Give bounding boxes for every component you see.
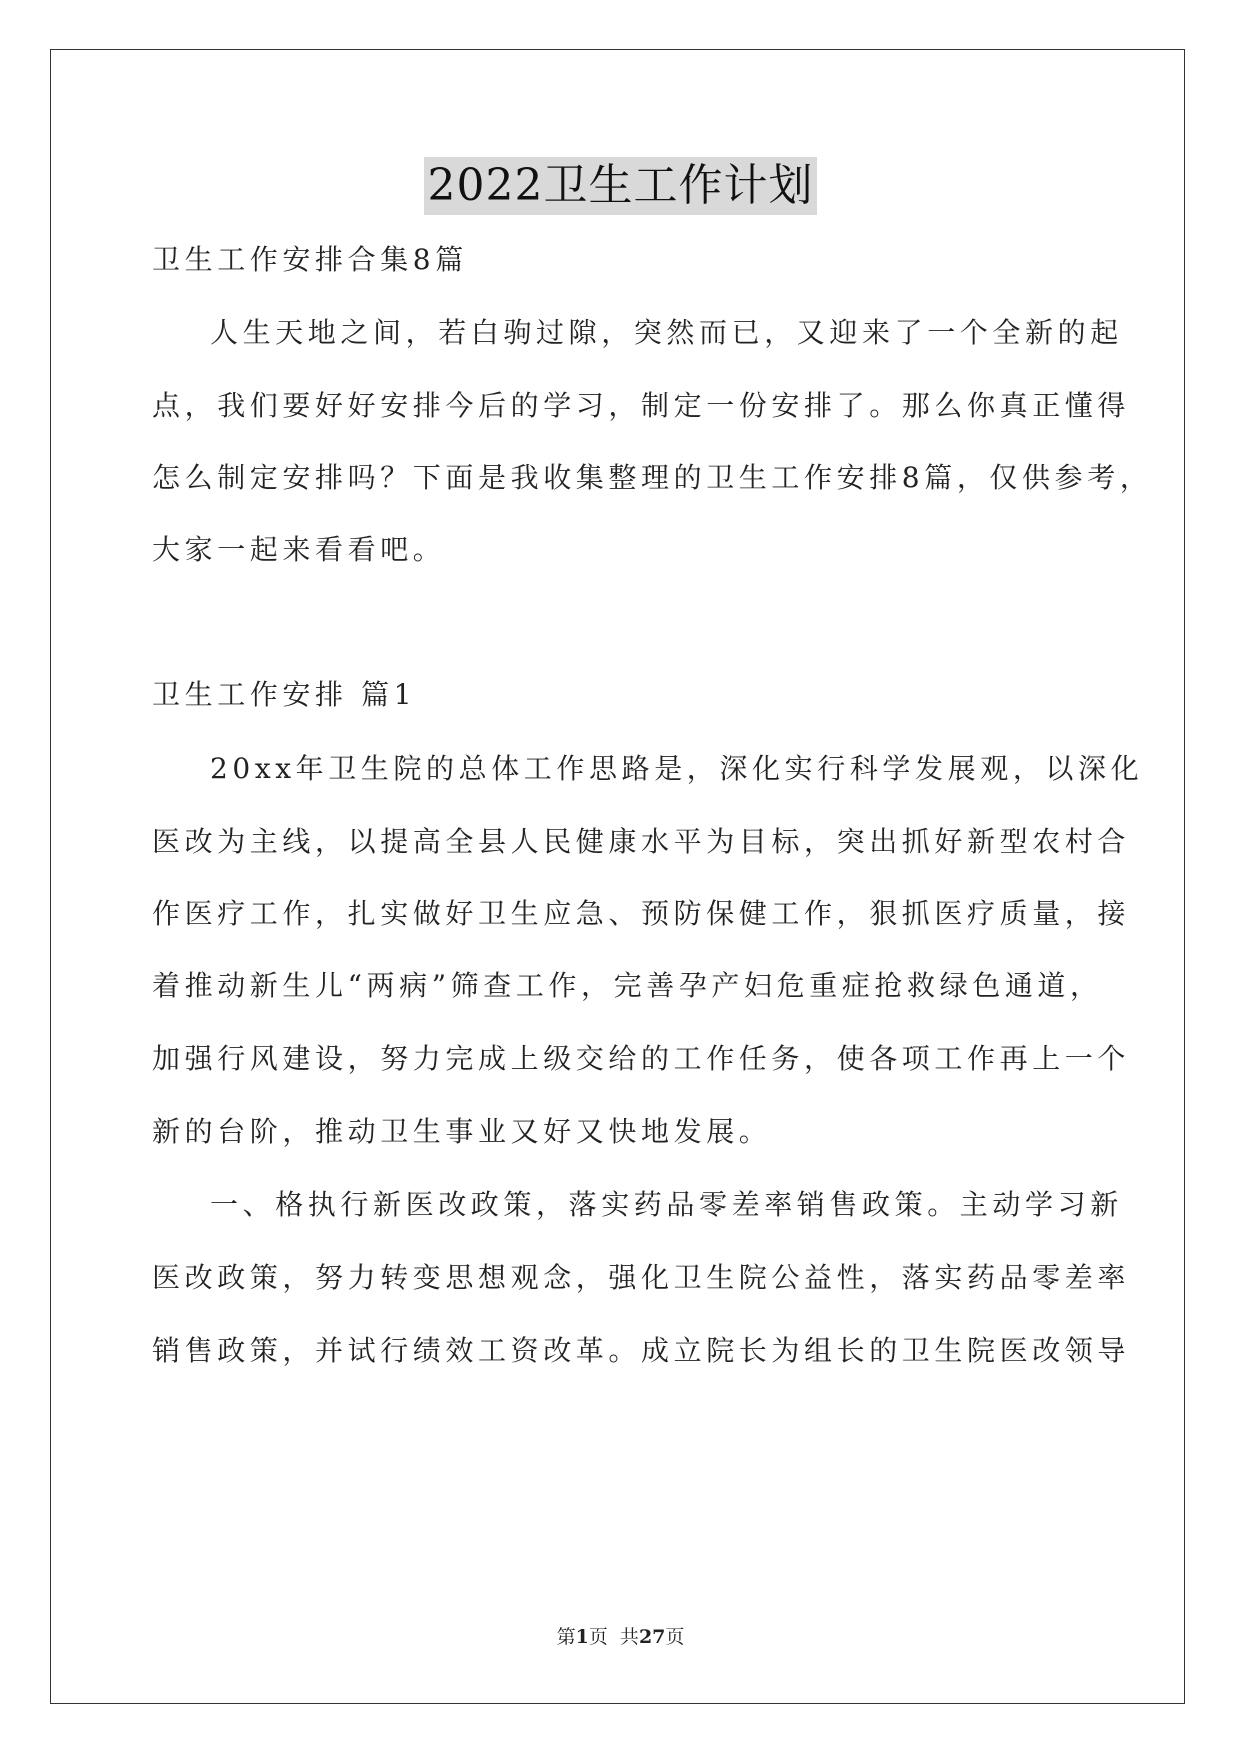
footer-prefix: 第 [556,1626,576,1648]
paragraph-line: 着推动新生儿“两病”筛查工作，完善孕产妇危重症抢救绿色通道， [152,969,1103,1002]
intro-line: 怎么制定安排吗？下面是我收集整理的卫生工作安排8篇，仅供参考， [152,461,1153,494]
paragraph-line: 医改政策，努力转变思想观念，强化卫生院公益性，落实药品零差率 [152,1261,1131,1294]
paragraph-line: 新的台阶，推动卫生事业又好又快地发展。 [152,1115,772,1148]
paragraph-line: 一、格执行新医改政策，落实药品零差率销售政策。主动学习新 [210,1188,1123,1221]
intro-line: 人生天地之间，若白驹过隙，突然而已，又迎来了一个全新的起 [210,316,1123,349]
footer-page-number: 1 [575,1626,589,1648]
paragraph-line: 加强行风建设，努力完成上级交给的工作任务，使各项工作再上一个 [152,1042,1131,1075]
section-heading: 卫生工作安排 篇1 [152,678,417,711]
title-block [0,157,1241,215]
intro-line: 点，我们要好好安排今后的学习，制定一份安排了。那么你真正懂得 [152,389,1131,422]
footer-total-pages: 27 [638,1626,666,1648]
page-border [50,49,1185,1704]
paragraph-line: 销售政策，并试行绩效工资改革。成立院长为组长的卫生院医改领导 [152,1334,1131,1367]
paragraph-line: 医改为主线，以提高全县人民健康水平为目标，突出抓好新型农村合 [152,825,1131,858]
page-footer [0,1624,1241,1650]
intro-line: 大家一起来看看吧。 [152,533,446,566]
paragraph-line: 作医疗工作，扎实做好卫生应急、预防保健工作，狠抓医疗质量，接 [152,897,1131,930]
paragraph-line: 20xx年卫生院的总体工作思路是，深化实行科学发展观，以深化 [210,752,1144,785]
subtitle: 卫生工作安排合集8篇 [152,243,468,276]
document-title: 2022卫生工作计划 [424,157,818,215]
footer-mid: 页 共 [588,1626,639,1648]
footer-suffix: 页 [665,1626,685,1648]
